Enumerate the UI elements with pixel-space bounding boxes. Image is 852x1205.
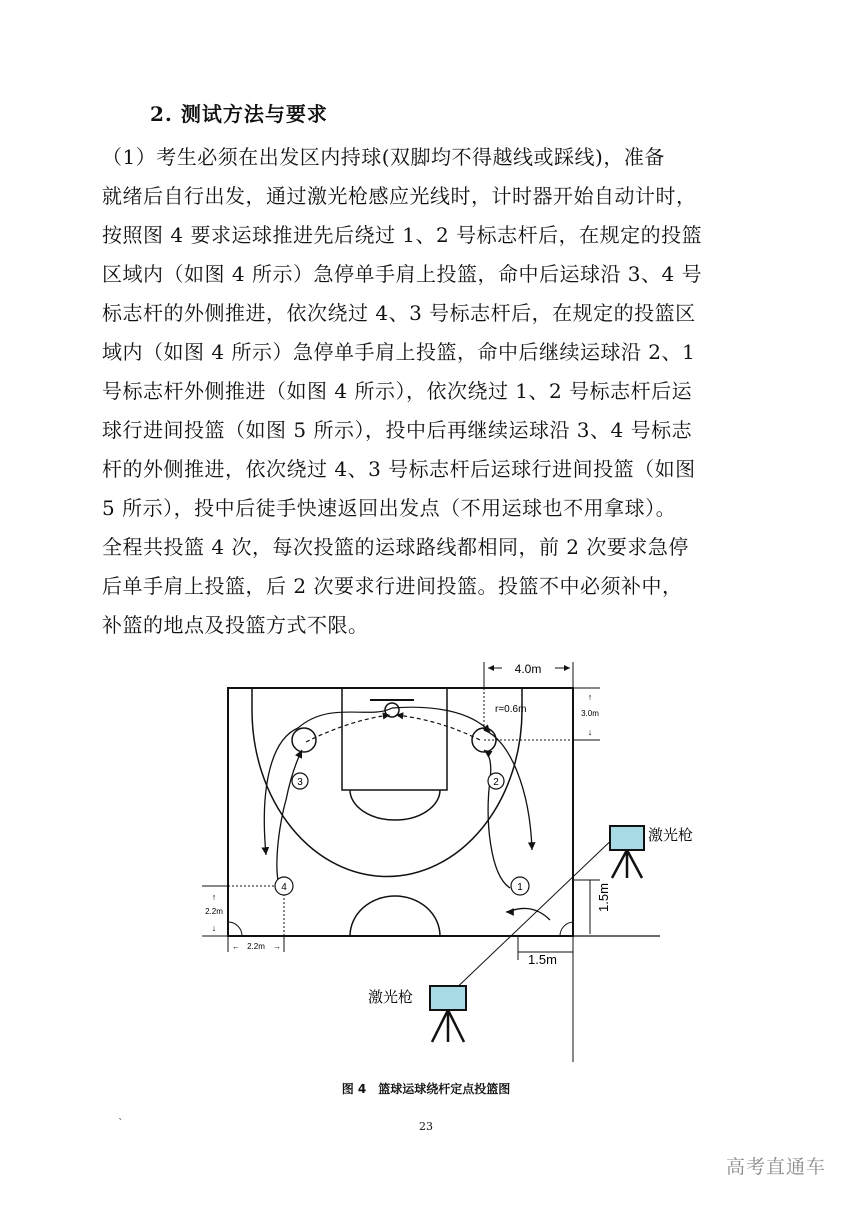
center-circle-half bbox=[350, 896, 440, 936]
tripod-leg bbox=[627, 850, 642, 878]
start-path bbox=[506, 908, 550, 920]
paragraph-line: 区域内（如图 4 所示）急停单手肩上投篮，命中后运球沿 3、4 号 bbox=[102, 262, 703, 286]
section-heading: 2. 测试方法与要求 bbox=[150, 102, 328, 126]
paragraph-line: 域内（如图 4 所示）急停单手肩上投篮，命中后继续运球沿 2、1 bbox=[102, 340, 696, 364]
marker-3 bbox=[292, 773, 308, 789]
paragraph-line: （1）考生必须在出发区内持球(双脚均不得越线或踩线)，准备 bbox=[102, 145, 665, 169]
corner-arc-right bbox=[560, 922, 573, 936]
marker-4-label: 4 bbox=[281, 882, 287, 893]
shooting-zone-left bbox=[292, 728, 316, 752]
dim-arrow-up: ↑ bbox=[587, 692, 593, 702]
dim-laser-horizontal: 1.5m bbox=[528, 952, 557, 967]
dim-arrow-left: ← bbox=[232, 942, 240, 951]
dim-arrow-down: ↓ bbox=[587, 727, 593, 737]
dim-arrow-down: ↓ bbox=[211, 923, 217, 933]
paragraph-line: 杆的外侧推进，依次绕过 4、3 号标志杆后运球行进间投篮（如图 bbox=[102, 457, 696, 481]
marker-2-label: 2 bbox=[493, 777, 499, 788]
free-throw-arc bbox=[350, 790, 440, 820]
dim-right-vertical: 3.0m bbox=[581, 709, 599, 718]
dribble-path-right-inner bbox=[484, 750, 510, 888]
test-method-paragraph bbox=[102, 138, 750, 645]
laser-label-right: 激光枪 bbox=[648, 827, 694, 844]
paragraph-line: 全程共投篮 4 次，每次投篮的运球路线都相同，前 2 次要求急停 bbox=[102, 535, 689, 559]
dim-left-vertical: 2.2m bbox=[205, 907, 223, 916]
court-diagram bbox=[180, 650, 694, 1062]
tripod-leg bbox=[432, 1010, 448, 1042]
dim-arrow-up: ↑ bbox=[211, 892, 217, 902]
dim-laser-vertical: 1.5m bbox=[596, 883, 611, 912]
court-diagram-svg bbox=[180, 650, 694, 1062]
corner-arc-left bbox=[228, 922, 242, 936]
paragraph-line: 5 所示），投中后徒手快速返回出发点（不用运球也不用拿球）。 bbox=[102, 496, 677, 520]
paragraph-line: 按照图 4 要求运球推进先后绕过 1、2 号标志杆后，在规定的投篮 bbox=[102, 223, 703, 247]
paragraph-line: 号标志杆外侧推进（如图 4 所示），依次绕过 1、2 号标志杆后运 bbox=[102, 379, 693, 403]
marker-2 bbox=[488, 773, 504, 789]
tripod-leg bbox=[612, 850, 627, 878]
shot-path-left bbox=[306, 715, 390, 742]
shot-path-right bbox=[396, 715, 480, 740]
laser-gun-right bbox=[610, 826, 644, 878]
dim-radius: r=0.6m bbox=[495, 704, 527, 715]
paragraph-line: 就绪后自行出发，通过激光枪感应光线时，计时器开始自动计时， bbox=[102, 184, 697, 208]
laser-gun-screen bbox=[430, 986, 466, 1010]
figure-caption: 图 4 篮球运球绕杆定点投篮图 bbox=[341, 1082, 511, 1096]
dim-arrow-right: → bbox=[273, 942, 281, 951]
marker-1 bbox=[511, 877, 529, 895]
dribble-path-top-right bbox=[392, 707, 490, 732]
laser-gun-screen bbox=[610, 826, 644, 850]
paragraph-line: 球行进间投篮（如图 5 所示），投中后再继续运球沿 3、4 号标志 bbox=[102, 418, 693, 442]
dim-top-width: 4.0m bbox=[514, 662, 542, 676]
marker-1-label: 1 bbox=[517, 882, 523, 893]
dribble-path-right-outer bbox=[484, 730, 532, 850]
watermark: 高考直通车 bbox=[725, 1156, 826, 1178]
page-number: 23 bbox=[419, 1120, 433, 1133]
stray-tick: ` bbox=[118, 1117, 124, 1130]
tripod-leg bbox=[448, 1010, 464, 1042]
dribble-path-left-inner bbox=[277, 750, 302, 895]
laser-gun-left bbox=[430, 986, 466, 1042]
dim-left-horizontal: 2.2m bbox=[247, 942, 265, 951]
laser-label-left: 激光枪 bbox=[368, 989, 414, 1006]
laser-beam bbox=[448, 832, 620, 996]
paragraph-line: 补篮的地点及投篮方式不限。 bbox=[102, 613, 369, 637]
paragraph-line: 后单手肩上投篮，后 2 次要求行进间投篮。投篮不中必须补中， bbox=[102, 574, 683, 598]
paragraph-line: 标志杆的外侧推进，依次绕过 4、3 号标志杆后，在规定的投篮区 bbox=[102, 301, 696, 325]
marker-4 bbox=[275, 877, 293, 895]
marker-3-label: 3 bbox=[297, 777, 303, 788]
